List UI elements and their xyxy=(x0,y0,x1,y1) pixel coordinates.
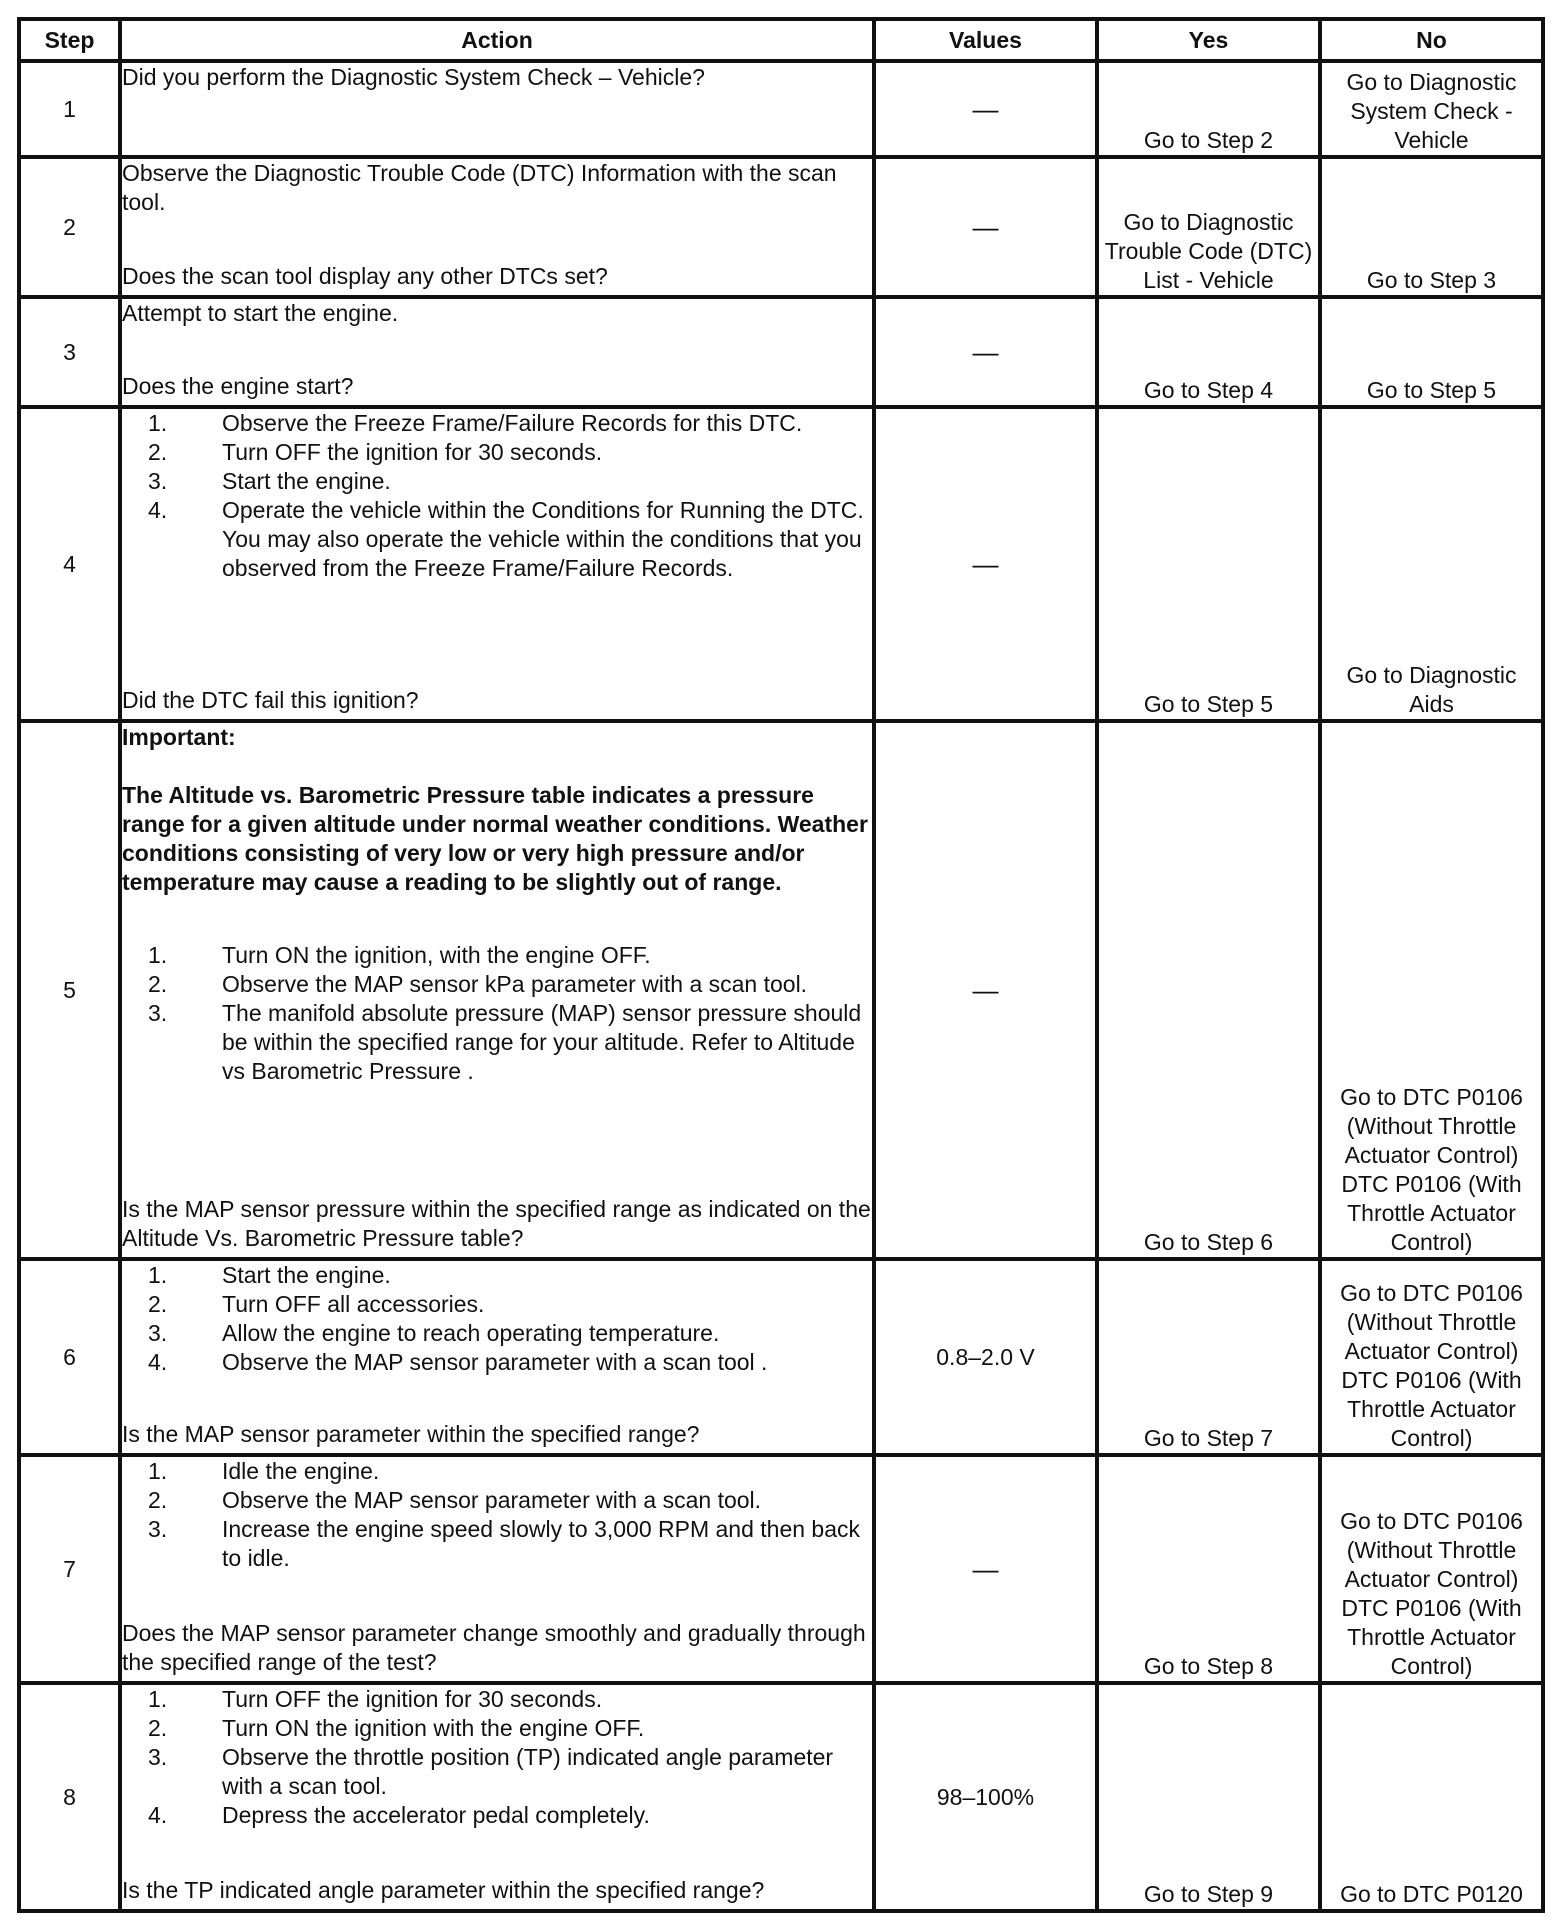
action-layout xyxy=(122,723,872,1253)
action-question: Is the MAP sensor pressure within the specified range as indicated on the Altitude Vs. Barometric Pressure table? xyxy=(122,1196,871,1251)
yes-cell: Go to Step 8 xyxy=(1097,1455,1320,1683)
action-question: Is the TP indicated angle parameter within the specified range? xyxy=(122,1877,765,1903)
table-row-step-7 xyxy=(19,1455,1543,1683)
list-item: Observe the MAP sensor parameter with a scan tool . xyxy=(222,1349,768,1375)
list-item: Observe the Freeze Frame/Failure Records for this DTC. xyxy=(222,410,803,436)
action-question: Is the MAP sensor parameter within the specified range? xyxy=(122,1421,700,1447)
step-number: 5 xyxy=(19,721,120,1259)
action-body xyxy=(122,1457,872,1573)
action-cell xyxy=(120,1455,874,1683)
action-question: Does the MAP sensor parameter change smoothly and gradually through the specified range of the test? xyxy=(122,1620,866,1675)
no-cell: Go to Diagnostic System Check - Vehicle xyxy=(1320,61,1543,157)
list-item: Operate the vehicle within the Conditions for Running the DTC. You may also operate the vehicle within the conditions that you observed from the Freeze Frame/Failure Records. xyxy=(222,497,864,581)
list-item: Observe the MAP sensor parameter with a scan tool. xyxy=(222,1487,762,1513)
action-body xyxy=(122,1685,872,1830)
list-item: Increase the engine speed slowly to 3,000 RPM and then back to idle. xyxy=(222,1516,861,1571)
yes-cell: Go to Step 7 xyxy=(1097,1259,1320,1455)
action-text: Attempt to start the engine. xyxy=(122,300,399,326)
yes-cell: Go to Step 2 xyxy=(1097,61,1320,157)
value-cell: — xyxy=(874,721,1097,1259)
action-cell xyxy=(120,297,874,407)
no-cell: Go to Step 5 xyxy=(1320,297,1543,407)
step-number: 2 xyxy=(19,157,120,297)
no-cell: Go to Diagnostic Aids xyxy=(1320,407,1543,721)
value-cell: 98–100% xyxy=(874,1683,1097,1911)
table-row-step-2 xyxy=(19,157,1543,297)
list-item: Allow the engine to reach operating temperature. xyxy=(222,1320,720,1346)
instruction-list xyxy=(122,1457,872,1573)
table-row-step-6 xyxy=(19,1259,1543,1455)
list-item: Start the engine. xyxy=(222,468,391,494)
list-item: Observe the MAP sensor kPa parameter with a scan tool. xyxy=(222,971,808,997)
list-item: Turn OFF all accessories. xyxy=(222,1291,485,1317)
yes-cell: Go to Diagnostic Trouble Code (DTC) List - Vehicle xyxy=(1097,157,1320,297)
instruction-list xyxy=(122,409,872,583)
table-row-step-1 xyxy=(19,61,1543,157)
instruction-list xyxy=(122,1685,872,1830)
yes-cell: Go to Step 6 xyxy=(1097,721,1320,1259)
action-cell xyxy=(120,721,874,1259)
list-item: Idle the engine. xyxy=(222,1458,380,1484)
header-values: Values xyxy=(874,19,1097,61)
step-number: 1 xyxy=(19,61,120,157)
no-cell: Go to DTC P0106 (Without Throttle Actuator Control) DTC P0106 (With Throttle Actuator Control) xyxy=(1320,1455,1543,1683)
action-layout xyxy=(122,1457,872,1677)
list-item: Turn OFF the ignition for 30 seconds. xyxy=(222,1686,603,1712)
no-cell: Go to Step 3 xyxy=(1320,157,1543,297)
action-body xyxy=(122,159,872,217)
action-cell xyxy=(120,157,874,297)
header-step: Step xyxy=(19,19,120,61)
list-item: Observe the throttle position (TP) indicated angle parameter with a scan tool. xyxy=(222,1744,834,1799)
step-number: 8 xyxy=(19,1683,120,1911)
action-question: Does the engine start? xyxy=(122,373,354,399)
step-number: 3 xyxy=(19,297,120,407)
table-row-step-4 xyxy=(19,407,1543,721)
yes-cell: Go to Step 5 xyxy=(1097,407,1320,721)
action-body xyxy=(122,409,872,583)
step-number: 6 xyxy=(19,1259,120,1455)
no-cell: Go to DTC P0120 xyxy=(1320,1683,1543,1911)
step-number: 7 xyxy=(19,1455,120,1683)
instruction-list xyxy=(122,941,872,1086)
table-row-step-3 xyxy=(19,297,1543,407)
value-cell: — xyxy=(874,297,1097,407)
yes-cell: Go to Step 9 xyxy=(1097,1683,1320,1911)
header-action: Action xyxy=(120,19,874,61)
action-layout xyxy=(122,409,872,715)
important-label: Important: xyxy=(122,724,236,750)
value-cell: — xyxy=(874,1455,1097,1683)
no-cell: Go to DTC P0106 (Without Throttle Actuator Control) DTC P0106 (With Throttle Actuator Control) xyxy=(1320,1259,1543,1455)
header-yes: Yes xyxy=(1097,19,1320,61)
header-row xyxy=(19,19,1543,61)
header-no: No xyxy=(1320,19,1543,61)
action-layout xyxy=(122,1685,872,1905)
diagnostic-table xyxy=(17,17,1545,1913)
action-body xyxy=(122,723,872,1086)
action-body xyxy=(122,1261,872,1377)
list-item: Turn ON the ignition, with the engine OFF. xyxy=(222,942,651,968)
table-row-step-5 xyxy=(19,721,1543,1259)
value-cell: 0.8–2.0 V xyxy=(874,1259,1097,1455)
list-item: Turn OFF the ignition for 30 seconds. xyxy=(222,439,603,465)
action-question: Did the DTC fail this ignition? xyxy=(122,687,419,713)
action-text: Did you perform the Diagnostic System Check – Vehicle? xyxy=(122,64,705,90)
no-cell: Go to DTC P0106 (Without Throttle Actuator Control) DTC P0106 (With Throttle Actuator Control) xyxy=(1320,721,1543,1259)
list-item: Turn ON the ignition with the engine OFF. xyxy=(222,1715,645,1741)
value-cell: — xyxy=(874,61,1097,157)
list-item: Depress the accelerator pedal completely. xyxy=(222,1802,650,1828)
step-number: 4 xyxy=(19,407,120,721)
value-cell: — xyxy=(874,407,1097,721)
list-item: Start the engine. xyxy=(222,1262,391,1288)
action-cell xyxy=(120,407,874,721)
value-cell: — xyxy=(874,157,1097,297)
action-cell xyxy=(120,1683,874,1911)
action-layout xyxy=(122,1261,872,1449)
table-row-step-8 xyxy=(19,1683,1543,1911)
action-layout xyxy=(122,159,872,291)
action-body xyxy=(122,299,872,328)
action-text: Observe the Diagnostic Trouble Code (DTC) Information with the scan tool. xyxy=(122,160,837,215)
yes-cell: Go to Step 4 xyxy=(1097,297,1320,407)
list-item: The manifold absolute pressure (MAP) sensor pressure should be within the specified range for your altitude. Refer to Altitude vs Barometric Pressure . xyxy=(222,1000,862,1084)
important-note: The Altitude vs. Barometric Pressure table indicates a pressure range for a given altitude under normal weather conditions. Weather conditions consisting of very low or very high pressure and/or temperature may cause a reading to be slightly out of range. xyxy=(122,782,868,895)
action-question: Does the scan tool display any other DTCs set? xyxy=(122,263,608,289)
action-cell xyxy=(120,1259,874,1455)
action-layout xyxy=(122,299,872,401)
action-cell xyxy=(120,61,874,157)
instruction-list xyxy=(122,1261,872,1377)
